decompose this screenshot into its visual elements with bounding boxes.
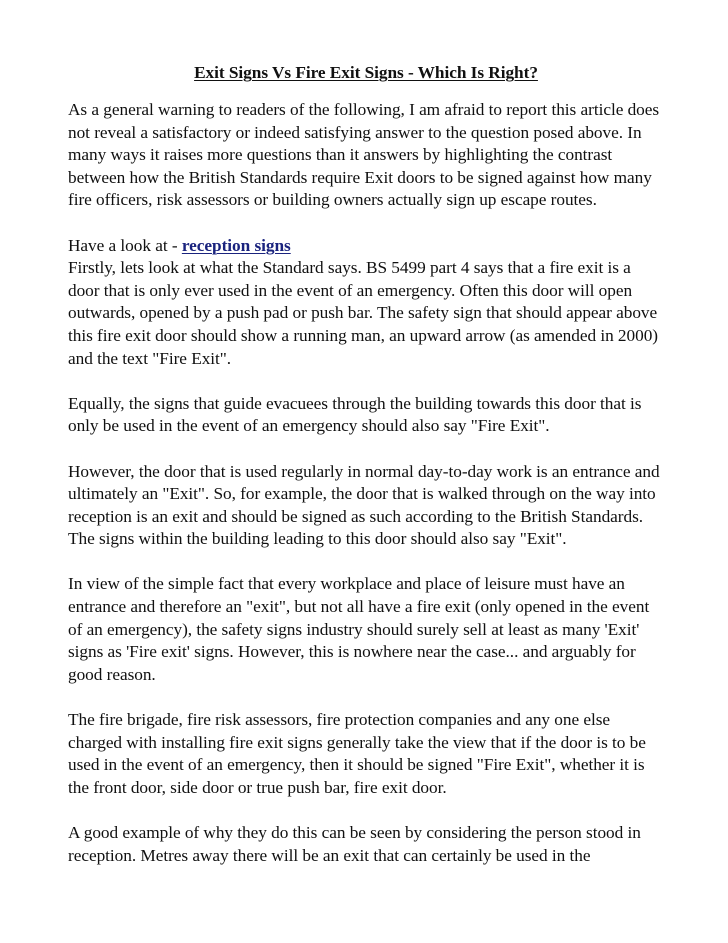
look-prefix: Have a look at - <box>68 235 182 255</box>
brigade-paragraph: The fire brigade, fire risk assessors, fire protection companies and any one else charged with installing fire exit signs generally take the view that if the door is to be used in the event of an emergency, then it should be signed "Fire Exit", whether it is the front door, side door or true push bar, fire exit door. <box>68 710 646 797</box>
reception-signs-link[interactable]: reception signs <box>181 235 291 255</box>
however-paragraph: However, the door that is used regularly in normal day-to-day work is an entrance and ultimately an "Exit". So, for example, the door that is walked through on the way into reception is an exit and should be signed as such according to the British Standards. The signs within the building leading to this door should also say "Exit". <box>68 461 660 549</box>
standard-paragraph: Firstly, lets look at what the Standard says. BS 5499 part 4 says that a fire exit is a door that is only ever used in the event of an emergency. Often this door will open outwards, opened by a push pad or push bar. The safety sign that should appear above this fire exit door should show a running man, an upward arrow (as amended in 2000) and the text "Fire Exit". <box>68 258 658 368</box>
intro-paragraph: As a general warning to readers of the following, I am afraid to report this article does not reveal a satisfactory or indeed satisfying answer to the question posed above. In many ways it raises more questions than it answers by highlighting the contrast between how the British Standards require Exit doors to be signed against how many fire officers, risk assessors or building owners actually sign up escape routes. <box>68 100 660 210</box>
equally-paragraph: Equally, the signs that guide evacuees through the building towards this door that is only be used in the event of an emergency should also say "Fire Exit". <box>68 393 642 436</box>
article-title: Exit Signs Vs Fire Exit Signs - Which Is Right? <box>194 63 538 82</box>
example-paragraph: A good example of why they do this can be seen by considering the person stood in reception. Metres away there will be an exit that can certainly be used in the <box>68 823 641 865</box>
article-body <box>68 62 664 890</box>
view-paragraph: In view of the simple fact that every workplace and place of leisure must have an entrance and therefore an "exit", but not all have a fire exit (only opened in the event of an emergency), the safety signs industry should surely sell at least as many 'Exit' signs as 'Fire exit' signs. However, this is nowhere near the case... and arguably for good reason. <box>68 574 650 684</box>
look-line <box>68 235 664 258</box>
